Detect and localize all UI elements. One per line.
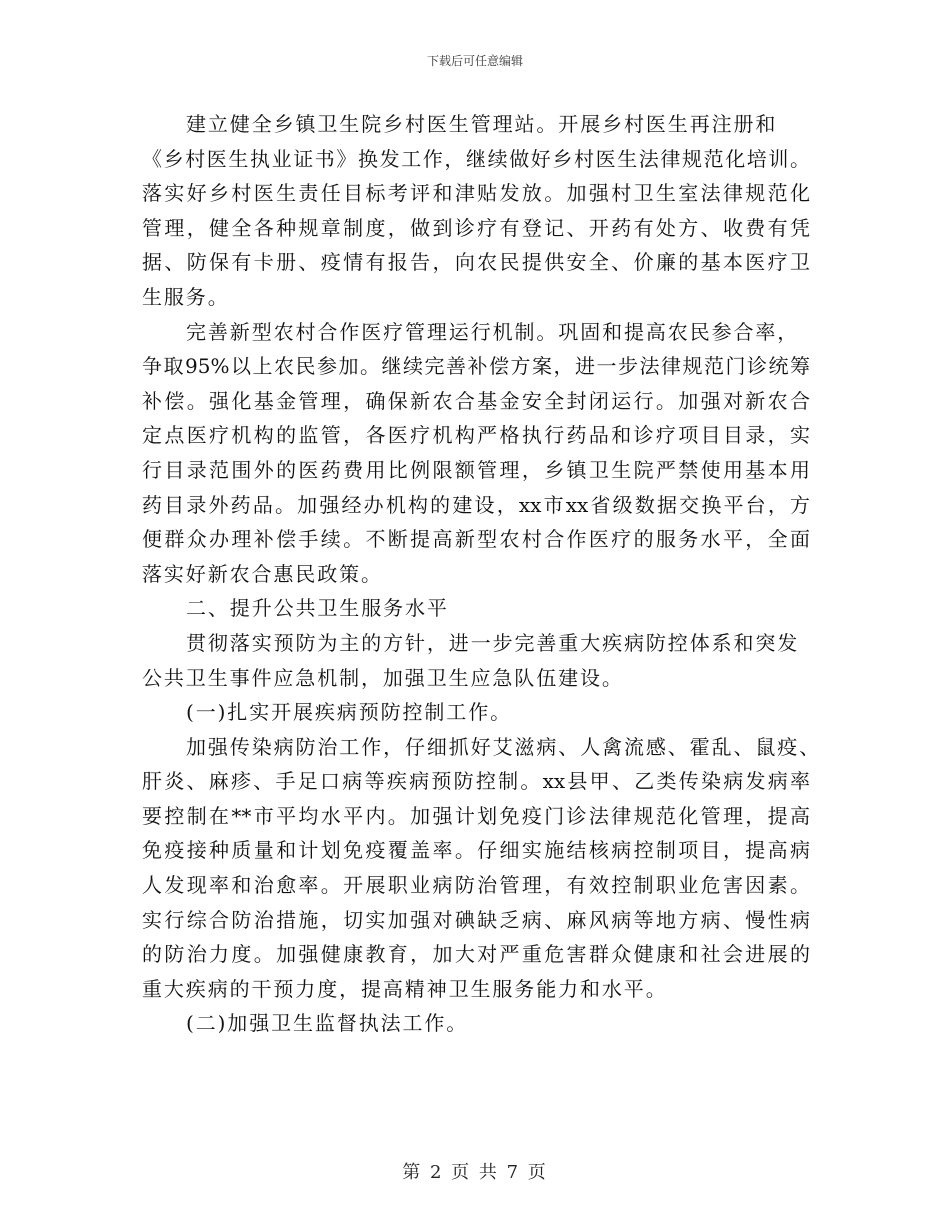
paragraph-line: 定点医疗机构的监管，各医疗机构严格执行药品和诊疗项目目录，实 [142,423,810,448]
paragraph-line: 实行综合防治措施，切实加强对碘缺乏病、麻风病等地方病、慢性病 [142,907,810,932]
paragraph-line: 要控制在**市平均水平内。加强计划免疫门诊法律规范化管理，提高 [142,803,810,828]
header-note: 下载后可任意编辑 [426,54,523,68]
paragraph-line: 加强传染病防治工作，仔细抓好艾滋病、人禽流感、霍乱、鼠疫、 [186,734,822,759]
paragraph-line: 药目录外药品。加强经办机构的建设，xx市xx省级数据交换平台，方 [142,492,810,517]
paragraph-line: 《乡村医生执业证书》换发工作，继续做好乡村医生法律规范化培训。 [142,146,810,171]
paragraph-line: 争取95%以上农民参加。继续完善补偿方案，进一步法律规范门诊统筹 [142,354,810,379]
paragraph-line: 重大疾病的干预力度，提高精神卫生服务能力和水平。 [142,976,668,1001]
paragraph-line: 补偿。强化基金管理，确保新农合基金安全封闭运行。加强对新农合 [142,388,810,413]
paragraph-line: 落实好新农合惠民政策。 [142,561,383,586]
paragraph-line: 便群众办理补偿手续。不断提高新型农村合作医疗的服务水平，全面 [142,527,810,552]
paragraph-line: 行目录范围外的医药费用比例限额管理，乡镇卫生院严禁使用基本用 [142,457,810,482]
paragraph-line: 建立健全乡镇卫生院乡村医生管理站。开展乡村医生再注册和 [186,112,778,136]
subsection-heading: (二)加强卫生监督执法工作。 [186,1011,469,1036]
paragraph-line: 公共卫生事件应急机制，加强卫生应急队伍建设。 [142,665,624,690]
subsection-heading: (一)扎实开展疾病预防控制工作。 [186,700,513,725]
paragraph-line: 完善新型农村合作医疗管理运行机制。巩固和提高农民参合率， [186,319,800,344]
document-body [142,107,822,1041]
page-number-footer: 第 2 页 共 7 页 [402,1162,548,1183]
paragraph-line: 管理，健全各种规章制度，做到诊疗有登记、开药有处方、收费有凭 [142,215,810,240]
paragraph-line: 人发现率和治愈率。开展职业病防治管理，有效控制职业危害因素。 [142,873,810,898]
paragraph-line: 免疫接种质量和计划免疫覆盖率。仔细实施结核病控制项目，提高病 [142,838,810,863]
paragraph-line: 肝炎、麻疹、手足口病等疾病预防控制。xx县甲、乙类传染病发病率 [142,769,810,794]
section-heading: 二、提升公共卫生服务水平 [186,596,449,621]
paragraph-line: 贯彻落实预防为主的方针，进一步完善重大疾病防控体系和突发 [186,630,800,655]
paragraph-line: 据、防保有卡册、疫情有报告，向农民提供安全、价廉的基本医疗卫 [142,250,810,275]
paragraph-line: 的防治力度。加强健康教育，加大对严重危害群众健康和社会进展的 [142,942,810,967]
paragraph-line: 生服务。 [142,284,230,309]
paragraph-line: 落实好乡村医生责任目标考评和津贴发放。加强村卫生室法律规范化 [142,181,810,206]
